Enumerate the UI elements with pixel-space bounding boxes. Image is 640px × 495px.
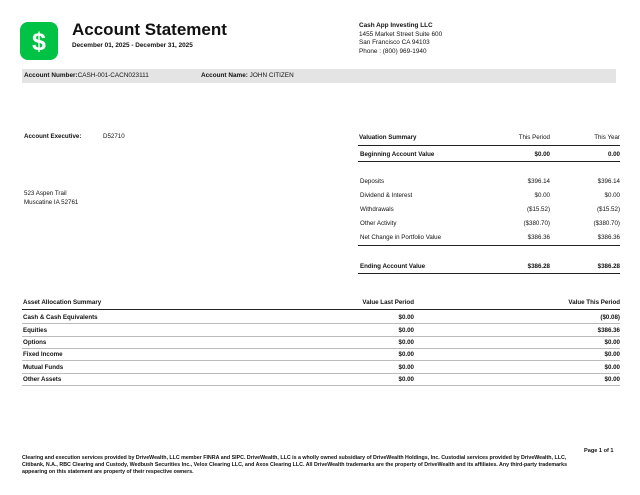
- company-phone: Phone : (800) 969-1940: [359, 47, 427, 55]
- beginning-value-rule: [358, 161, 620, 162]
- valuation-header-rule: [358, 145, 620, 146]
- allocation-row-last: $0.00: [398, 376, 414, 383]
- account-number-value: CASH-001-CACN023111: [77, 72, 149, 79]
- valuation-row-year: ($15.52): [596, 206, 620, 213]
- company-street: 1455 Market Street Suite 600: [359, 30, 443, 38]
- beginning-value-period: $0.00: [534, 151, 550, 158]
- ending-value-label: Ending Account Value: [360, 263, 426, 270]
- valuation-row-period: $0.00: [534, 192, 550, 199]
- valuation-row-year: $386.36: [597, 234, 620, 241]
- valuation-row-label: Net Change in Portfolio Value: [360, 234, 442, 241]
- allocation-header-rule: [22, 309, 620, 310]
- allocation-row-last: $0.00: [398, 364, 414, 371]
- valuation-summary-heading: Valuation Summary: [359, 134, 417, 141]
- valuation-row-year: ($380.70): [593, 220, 620, 227]
- client-address-line2: Muscatine IA 52761: [24, 199, 79, 206]
- account-executive-value: D52710: [103, 133, 125, 140]
- company-city: San Francisco CA 94103: [359, 39, 430, 47]
- page-title: Account Statement: [72, 20, 227, 39]
- page-number: Page 1 of 1: [584, 448, 614, 454]
- valuation-col-period: This Period: [518, 134, 550, 141]
- allocation-row-rule: [22, 348, 620, 349]
- allocation-row-this: ($0.08): [600, 314, 620, 321]
- valuation-row-year: $396.14: [597, 178, 620, 185]
- allocation-row-last: $0.00: [398, 314, 414, 321]
- allocation-summary-heading: Asset Allocation Summary: [23, 299, 102, 306]
- valuation-col-year: This Year: [594, 134, 620, 141]
- allocation-row-label: Cash & Cash Equivalents: [23, 314, 98, 321]
- cash-app-logo: [20, 22, 58, 60]
- valuation-rows-rule: [358, 245, 620, 246]
- valuation-row-label: Dividend & Interest: [360, 192, 413, 199]
- allocation-col-last: Value Last Period: [362, 299, 414, 306]
- statement-period: December 01, 2025 - December 31, 2025: [72, 42, 193, 49]
- allocation-row-rule: [22, 323, 620, 324]
- allocation-row-rule: [22, 360, 620, 361]
- allocation-row-last: $0.00: [398, 339, 414, 346]
- ending-value-rule: [358, 273, 620, 274]
- valuation-row-label: Withdrawals: [360, 206, 394, 213]
- allocation-row-label: Fixed Income: [23, 351, 63, 358]
- valuation-row-period: ($15.52): [526, 206, 550, 213]
- allocation-row-rule: [22, 385, 620, 386]
- beginning-value-year: 0.00: [607, 151, 620, 158]
- allocation-row-last: $0.00: [398, 327, 414, 334]
- beginning-value-label: Beginning Account Value: [360, 151, 435, 158]
- allocation-row-this: $0.00: [604, 376, 620, 383]
- valuation-row-period: $396.14: [527, 178, 550, 185]
- dollar-icon: [20, 22, 58, 60]
- svg-text:$: $: [32, 28, 46, 56]
- valuation-row-period: $386.36: [527, 234, 550, 241]
- ending-value-period: $386.28: [527, 263, 550, 270]
- allocation-row-label: Options: [23, 339, 47, 346]
- allocation-row-this: $0.00: [604, 364, 620, 371]
- allocation-row-this: $0.00: [604, 339, 620, 346]
- valuation-row-label: Other Activity: [360, 220, 397, 227]
- allocation-row-this: $0.00: [604, 351, 620, 358]
- company-name: Cash App Investing LLC: [359, 22, 433, 29]
- company-address: [359, 22, 442, 56]
- allocation-col-this: Value This Period: [568, 299, 620, 306]
- allocation-row-label: Other Assets: [23, 376, 62, 383]
- allocation-row-label: Equities: [23, 327, 48, 334]
- allocation-row-rule: [22, 336, 620, 337]
- account-name-value: JOHN CITIZEN: [249, 72, 294, 79]
- ending-value-year: $386.28: [597, 263, 620, 270]
- valuation-row-period: ($380.70): [523, 220, 550, 227]
- account-name-label: Account Name:: [201, 72, 248, 79]
- valuation-row-year: $0.00: [604, 192, 620, 199]
- account-executive-label: Account Executive:: [24, 133, 82, 140]
- valuation-row-label: Deposits: [360, 178, 385, 185]
- account-info-bar: [22, 69, 616, 83]
- allocation-row-last: $0.00: [398, 351, 414, 358]
- allocation-row-label: Mutual Funds: [23, 364, 64, 371]
- allocation-row-this: $386.36: [597, 327, 620, 334]
- client-address-line1: 523 Aspen Trail: [24, 190, 67, 197]
- footer-disclaimer: Clearing and execution services provided by DriveWealth, LLC member FINRA and SIPC. DriveWealth, LLC is a wholly owned subsidiary of DriveWealth Holdings, Inc. Custodial services provided by DriveWealth, LLC, Citibank, N.A., RBC Clearing and Custody, Wedbush Securities Inc., Velox Clearing LLC, and Axos Clearing LLC. All DriveWealth trademarks are the property of DriveWealth and its affiliates. Any third-party trademarks appearing on this statement are property of their respective owners.: [22, 455, 568, 476]
- allocation-row-rule: [22, 373, 620, 374]
- account-number-label: Account Number:: [24, 72, 78, 79]
